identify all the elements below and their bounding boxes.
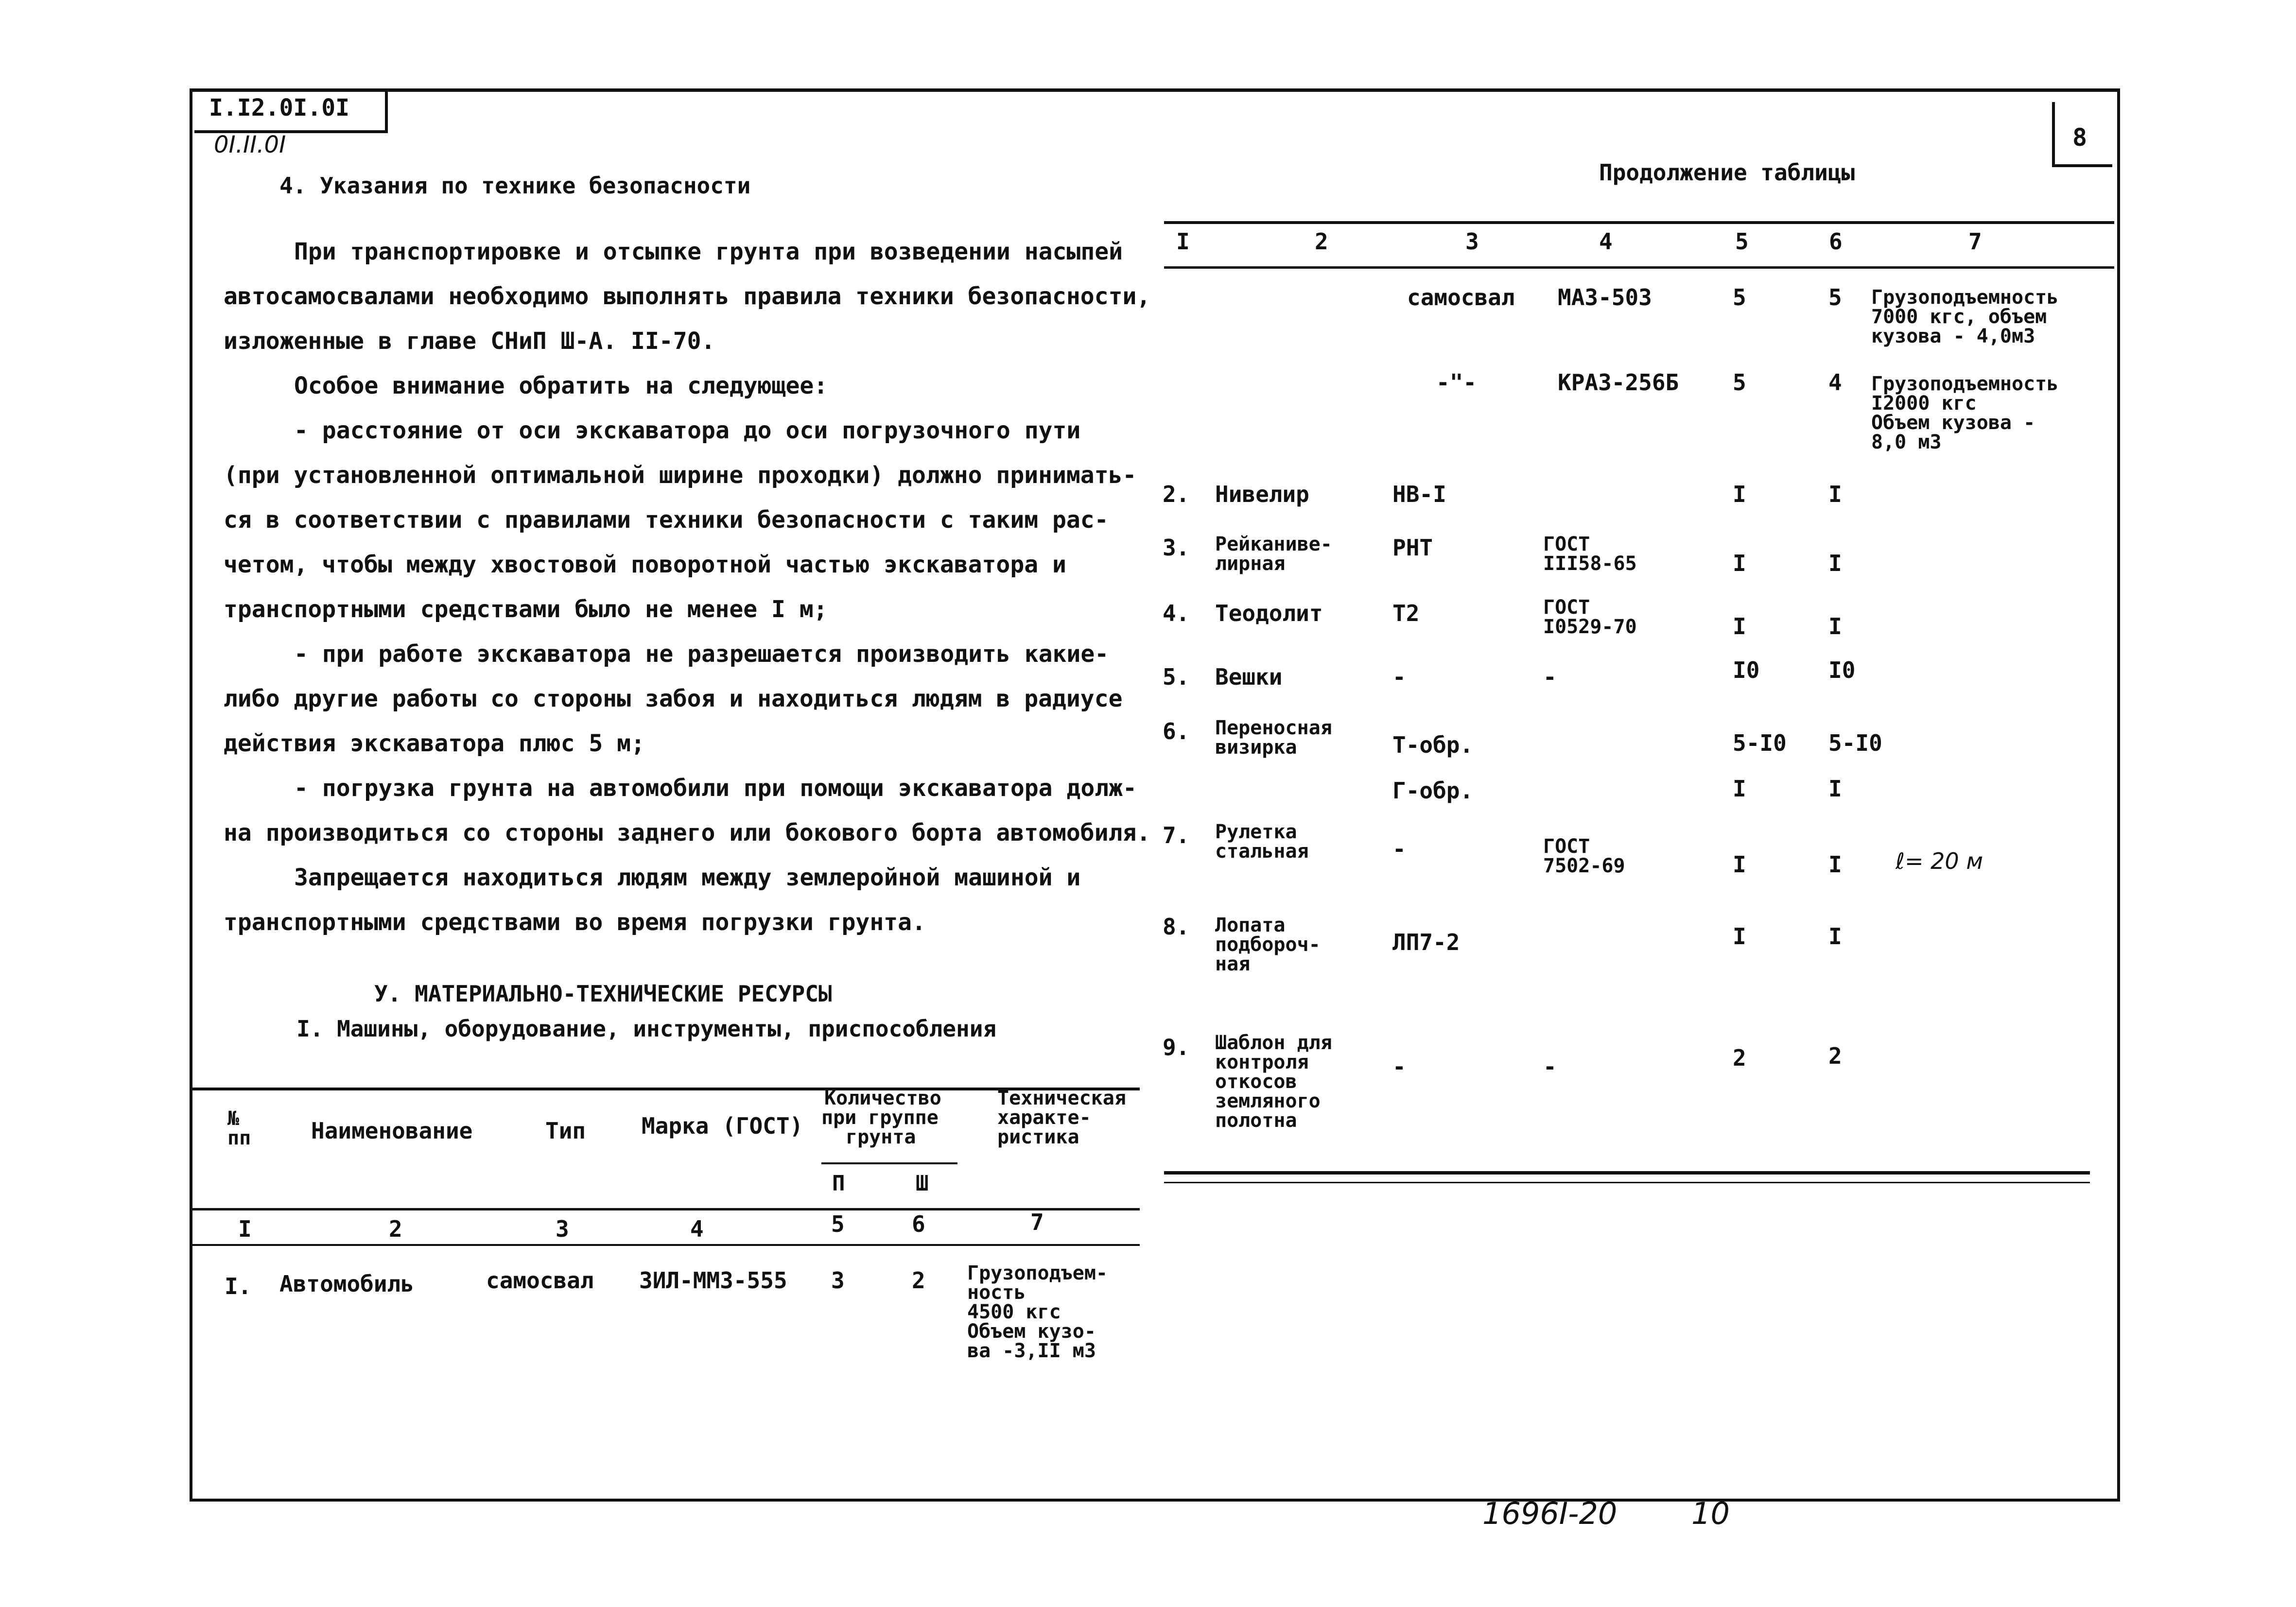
text-line: либо другие работы со стороны забоя и находиться людям в радиусе (224, 685, 1123, 712)
row-qty-3: I (1828, 613, 1842, 639)
row-spec: Грузоподъемность 7000 кгс, объем кузова - 4,0м3 (1871, 286, 2059, 347)
row-qty-2: I (1733, 851, 1746, 878)
section-4-title: 4. Указания по технике безопасности (279, 173, 751, 199)
row-qty-3: I (1828, 776, 1842, 802)
col-number: I (238, 1216, 252, 1242)
row-type: Г-обр. (1392, 778, 1474, 804)
document-code: I.I2.0I.0I (209, 94, 349, 121)
row-type: Т2 (1392, 600, 1420, 626)
text-line: четом, чтобы между хвостовой поворотной частью экскаватора и (224, 551, 1066, 578)
row-qty-3: 5 (1828, 284, 1842, 311)
col-number: 6 (912, 1211, 925, 1237)
row-number: 6. (1163, 718, 1190, 744)
right-table-bottom-rule-thin (1164, 1182, 2090, 1183)
row-type: - (1392, 1054, 1406, 1080)
row-brand: - (1543, 664, 1557, 690)
row-type: -"- (1436, 369, 1477, 396)
row-qty-3: I (1828, 481, 1842, 507)
col-number: 3 (1465, 228, 1479, 255)
row-number: 2. (1163, 481, 1190, 507)
right-table-col-rule (1164, 266, 2114, 269)
row-qty-2: 5 (1733, 369, 1746, 396)
row-type: самосвал (486, 1267, 594, 1294)
row-name: Рулетка стальная (1215, 821, 1309, 863)
row-name: Теодолит (1215, 600, 1323, 626)
row-qty-2: 3 (831, 1267, 845, 1294)
row-name: Нивелир (1215, 481, 1309, 507)
row-qty-3: 2 (1828, 1043, 1842, 1069)
row-name: Шаблон для контроля откосов земляного полотна (1215, 1032, 1332, 1132)
text-line: - погрузка грунта на автомобили при помощи экскаватора долж- (294, 775, 1137, 802)
sheet-number: 10 (1691, 1496, 1730, 1531)
row-qty-3: 4 (1828, 369, 1842, 396)
subsection-title: I. Машины, оборудование, инструменты, приспособления (296, 1016, 997, 1042)
page-number: 8 (2072, 123, 2087, 152)
row-name: Вешки (1215, 664, 1283, 690)
row-spec: Грузоподъемность I2000 кгс Объем кузова - 8,0 м3 (1871, 373, 2059, 453)
row-type: НВ-I (1392, 481, 1446, 507)
header-qty-group-2: П (832, 1171, 845, 1196)
text-line: на производиться со стороны заднего или бокового борта автомобиля. (224, 819, 1151, 847)
text-line: транспортными средствами во время погрузки грунта. (224, 909, 926, 936)
row-name: Автомобиль (279, 1271, 414, 1297)
text-line: - расстояние от оси экскаватора до оси погрузочного пути (294, 417, 1081, 444)
header-qty: Количество при группе грунта (821, 1087, 941, 1148)
col-number: 2 (389, 1216, 402, 1242)
header-num: № пп (227, 1107, 251, 1149)
handwritten-date: 0I.II.0I (214, 131, 286, 158)
col-number-rule (190, 1244, 1140, 1246)
header-qty-group-3: Ш (916, 1171, 929, 1196)
row-type: РНТ (1392, 535, 1433, 561)
right-table-top-rule (1164, 221, 2114, 224)
col-number: 3 (556, 1216, 569, 1242)
col-number: 6 (1829, 228, 1843, 255)
text-line: - при работе экскаватора не разрешается производить какие- (294, 640, 1109, 668)
row-qty-3: I (1828, 851, 1842, 878)
row-brand: ЗИЛ-ММЗ-555 (639, 1267, 787, 1294)
row-qty-2: I (1733, 613, 1746, 639)
col-number: I (1176, 228, 1190, 255)
row-brand: ГОСТ III58-65 (1543, 533, 1637, 575)
col-number: 7 (1968, 228, 1982, 255)
row-qty-3: 5-I0 (1828, 730, 1882, 756)
row-number: 9. (1163, 1034, 1190, 1060)
row-type: самосвал (1407, 284, 1515, 311)
row-type: Т-обр. (1392, 732, 1474, 758)
row-name: Переносная визирка (1215, 717, 1332, 759)
row-number: I. (225, 1273, 252, 1299)
row-number: 7. (1163, 822, 1190, 848)
row-qty-3: 2 (912, 1267, 925, 1294)
right-table-bottom-rule (1164, 1171, 2090, 1175)
row-name: Лопата подбороч- ная (1215, 914, 1321, 975)
text-line: (при установленной оптимальной ширине проходки) должно принимать- (224, 462, 1137, 489)
col-number: 4 (1599, 228, 1613, 255)
page-number-box (2052, 102, 2112, 167)
section-5-title: У. МАТЕРИАЛЬНО-ТЕХНИЧЕСКИЕ РЕСУРСЫ (374, 981, 832, 1007)
header-bottom-rule (190, 1208, 1140, 1210)
row-qty-2: I (1733, 923, 1746, 950)
row-brand: ГОСТ 7502-69 (1543, 835, 1625, 877)
row-spec: Грузоподъем- ность 4500 кгс Объем кузо- ва -3,II м3 (967, 1262, 1108, 1362)
text-line: действия экскаватора плюс 5 м; (224, 730, 645, 757)
row-brand: КРАЗ-256Б (1558, 369, 1679, 396)
row-number: 5. (1163, 664, 1190, 690)
text-line: Особое внимание обратить на следующее: (294, 372, 828, 399)
col-number: 4 (690, 1216, 704, 1242)
row-number: 4. (1163, 600, 1190, 626)
row-number: 3. (1163, 535, 1190, 561)
row-qty-2: 5 (1733, 284, 1746, 311)
row-qty-3: I (1828, 550, 1842, 576)
text-line: изложенные в главе СНиП Ш-А. II-70. (224, 328, 715, 355)
row-qty-2: I (1733, 776, 1746, 802)
row-spec: ℓ= 20 м (1896, 848, 1983, 874)
text-line: автосамосвалами необходимо выполнять правила техники безопасности, (224, 283, 1151, 310)
row-type: - (1392, 664, 1406, 690)
text-line: транспортными средствами было не менее I м; (224, 596, 828, 623)
row-qty-3: I0 (1828, 657, 1856, 683)
col-number: 2 (1315, 228, 1328, 255)
document-number: 1696I-20 (1482, 1496, 1618, 1531)
header-name: Наименование (311, 1118, 473, 1144)
row-number: 8. (1163, 914, 1190, 940)
text-line: ся в соответствии с правилами техники безопасности с таким рас- (224, 506, 1109, 534)
row-qty-2: I0 (1733, 657, 1760, 683)
col-number: 7 (1030, 1209, 1044, 1235)
row-qty-2: 2 (1733, 1045, 1746, 1071)
header-spec: Техническая характе- ристика (997, 1087, 1126, 1148)
row-brand: - (1543, 1054, 1557, 1080)
text-line: Запрещается находиться людям между землеройной машиной и (294, 864, 1081, 891)
row-brand: ГОСТ I0529-70 (1543, 596, 1637, 638)
col-number: 5 (831, 1211, 845, 1237)
row-qty-3: I (1828, 923, 1842, 950)
table-continuation-caption: Продолжение таблицы (1599, 159, 1855, 186)
row-brand: МАЗ-503 (1558, 284, 1652, 311)
row-qty-2: I (1733, 550, 1746, 576)
text-line: При транспортировке и отсыпке грунта при возведении насыпей (294, 238, 1123, 265)
qty-header-rule (821, 1162, 957, 1164)
document-code-stamp (194, 88, 388, 133)
row-type: ЛП7-2 (1392, 929, 1460, 955)
row-type: - (1392, 836, 1406, 862)
row-qty-2: I (1733, 481, 1746, 507)
row-qty-2: 5-I0 (1733, 730, 1787, 756)
col-number: 5 (1735, 228, 1749, 255)
header-type: Тип (545, 1118, 586, 1144)
header-brand: Марка (ГОСТ) (642, 1113, 803, 1139)
row-name: Рейканиве- лирная (1215, 533, 1332, 575)
